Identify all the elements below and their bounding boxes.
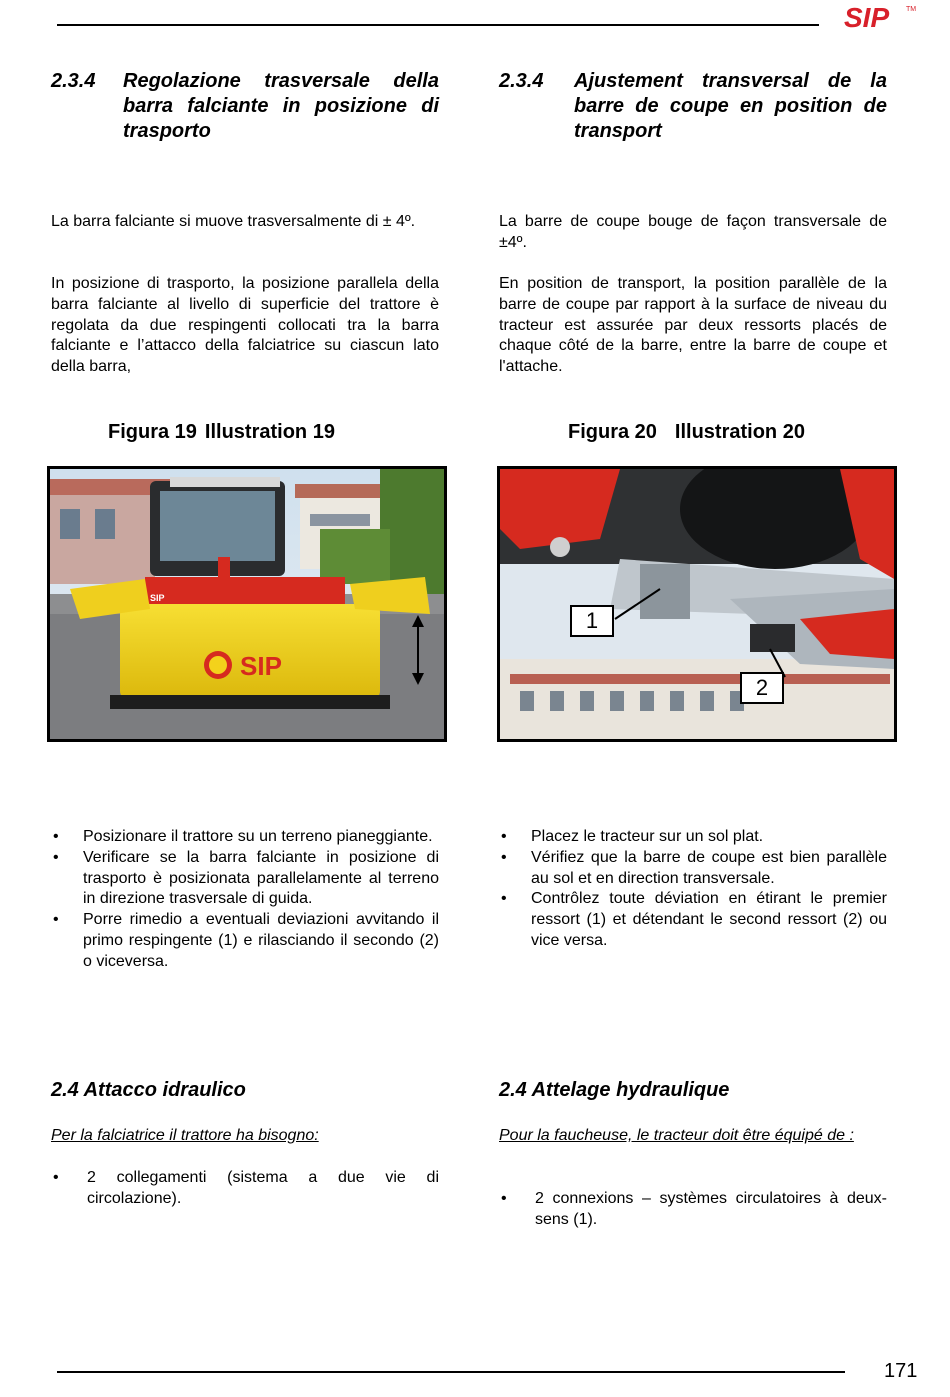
requirement-list-fr (499, 1189, 887, 1231)
list-item: • Contrôlez toute déviation en étirant le premier ressort (1) et détendant le second ressort (2) ou vice versa. (499, 889, 887, 951)
instructions-list-it (51, 827, 439, 973)
section-number: 2.3.4 (499, 70, 544, 92)
paragraph-it-1: La barra falciante si muove trasversalmente di ± 4º. (51, 213, 416, 230)
figure-19-title: Figura 19 Illustration 19 (108, 421, 335, 443)
svg-text:TM: TM (906, 6, 917, 13)
spring-detail-illustration (500, 469, 894, 739)
list-item: • Posizionare il trattore su un terreno pianeggiante. (51, 827, 439, 848)
mower-tractor-illustration (50, 469, 444, 739)
requirement-intro-fr: Pour la faucheuse, le tracteur doit être équipé de : (499, 1127, 854, 1144)
header-rule (57, 24, 819, 26)
section-heading-2-4-it: 2.4 Attacco idraulico (51, 1079, 246, 1101)
callout-2: 2 (740, 672, 784, 704)
callout-1: 1 (570, 605, 614, 637)
footer-rule (57, 1371, 845, 1373)
requirement-list-it (51, 1168, 439, 1210)
section-title: Ajustement transversal de la barre de coupe en position de transport (574, 70, 887, 142)
figure-20-title: Figura 20 Illustration 20 (568, 421, 805, 443)
paragraph-fr-1: La barre de coupe bouge de façon transversale de ±4º. (499, 213, 887, 251)
section-title: Regolazione trasversale della barra falciante in posizione di trasporto (123, 70, 439, 142)
section-heading-2-4-fr: 2.4 Attelage hydraulique (499, 1079, 730, 1101)
section-heading-it (51, 69, 439, 144)
section-heading-fr (499, 69, 887, 144)
list-item: • Porre rimedio a eventuali deviazioni avvitando il primo respingente (1) e rilasciando il secondo (2) o viceversa. (51, 910, 439, 972)
section-number: 2.3.4 (51, 70, 96, 92)
list-item: • 2 collegamenti (sistema a due vie di circolazione). (51, 1168, 439, 1210)
requirement-intro-it: Per la falciatrice il trattore ha bisogno: (51, 1127, 319, 1144)
list-item: • 2 connexions – systèmes circulatoires à deux-sens (1). (499, 1189, 887, 1231)
list-item: • Verificare se la barra falciante in posizione di trasporto è posizionata parallelamente al terreno in direzione trasversale di guida. (51, 848, 439, 910)
svg-text:SIP: SIP (844, 2, 890, 32)
sip-logo (844, 2, 918, 32)
page-number: 171 (884, 1360, 918, 1382)
paragraph-it-2: In posizione di trasporto, la posizione parallela della barra falciante al livello di superficie del trattore è regolata da due respingenti collocati tra la barra falciante e l’attacco della falciatrice su ciascun lato della barra, (51, 275, 439, 376)
list-item: • Vérifiez que la barre de coupe est bien parallèle au sol et en direction transversale. (499, 848, 887, 890)
figure-20-photo (497, 466, 897, 742)
list-item: • Placez le tracteur sur un sol plat. (499, 827, 887, 848)
svg-text:SIP: SIP (150, 593, 165, 603)
instructions-list-fr (499, 827, 887, 952)
paragraph-fr-2: En position de transport, la position parallèle de la barre de coupe par rapport à la surface de niveau du tracteur est assurée par deux ressorts placés de chaque côté de la barre, entre la barre de coupe et l'attache. (499, 275, 887, 376)
figure-19-photo (47, 466, 447, 742)
svg-text:SIP: SIP (240, 651, 282, 681)
